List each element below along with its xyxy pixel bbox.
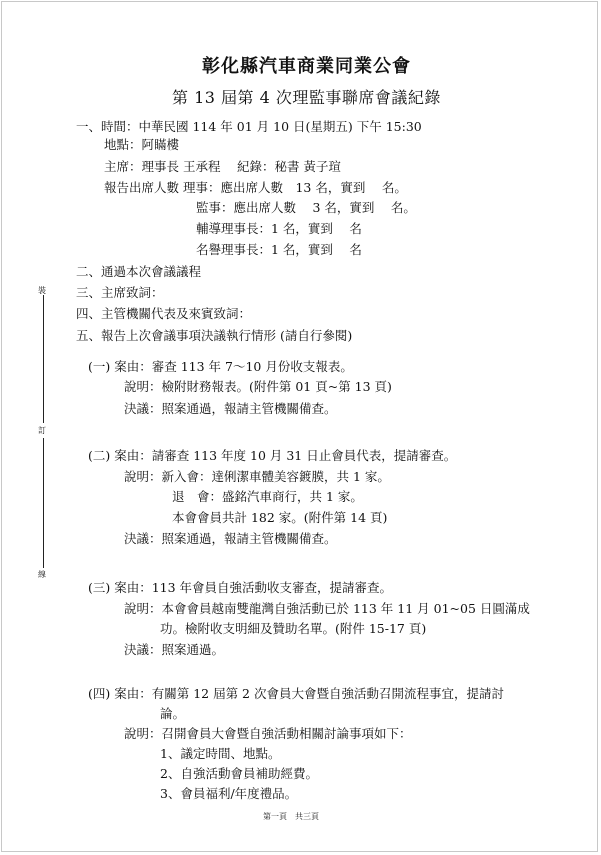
item-2-note-withdraw: 退 會：盛銘汽車商行，共 1 家。 (172, 489, 363, 504)
item-4-list-1: 1、議定時間、地點。 (160, 746, 281, 761)
attendance-advisory-chair: 輔導理事長：1 名，實到 名 (196, 221, 362, 236)
binding-char-xian: 線 (38, 570, 46, 579)
item-4-list-3: 3、會員福利/年度禮品。 (160, 786, 298, 801)
item-1-note: 說明：檢附財務報表。(附件第 01 頁~第 13 頁) (124, 379, 392, 394)
item-4-note: 說明：召開會員大會暨自強活動相關討論事項如下： (124, 726, 412, 741)
section-chair-speech: 三、主席致詞： (76, 285, 164, 300)
item-3-note-1: 說明：本會會員越南雙龍灣自強活動已於 113 年 11 月 01~05 日圓滿成 (124, 601, 530, 616)
attendance-honorary-chair: 名譽理事長：1 名，實到 名 (196, 242, 362, 257)
item-2-note-new: 說明：新入會：達俐潔車體美容鍍膜，共 1 家。 (124, 469, 390, 484)
item-4-list-2: 2、自強活動會員補助經費。 (160, 766, 318, 781)
attendance-directors: 報告出席人數 理事：應出席人數 13 名，實到 名。 (104, 180, 407, 195)
item-1-case: (一) 案由：審查 113 年 7～10 月份收支報表。 (88, 359, 353, 374)
attendance-supervisors: 監事：應出席人數 3 名，實到 名。 (196, 200, 416, 215)
item-4-case-cont: 論。 (160, 706, 186, 721)
section-place: 地點：阿瞞樓 (104, 137, 180, 152)
binding-char-zhuang: 裝 (38, 286, 46, 295)
item-3-note-2: 功。檢附收支明細及贊助名單。(附件 15-17 頁) (160, 621, 427, 636)
item-2-resolution: 決議：照案通過，報請主管機關備查。 (124, 531, 337, 546)
binding-char-ding: 訂 (38, 426, 46, 435)
item-4-case: (四) 案由：有關第 12 屆第 2 次會員大會暨自強活動召開流程事宜，提請討 (88, 686, 504, 701)
organization-title: 彰化縣汽車商業同業公會 (202, 56, 411, 77)
page-number: 第一頁 共三頁 (263, 812, 319, 821)
section-guest-speech: 四、主管機關代表及來賓致詞： (76, 306, 252, 321)
meeting-title: 第 13 屆第 4 次理監事聯席會議紀錄 (172, 88, 441, 107)
section-previous-report: 五、報告上次會議事項決議執行情形 (請自行參閱) (76, 328, 353, 343)
item-2-case: (二) 案由：請審查 113 年度 10 月 31 日止會員代表，提請審查。 (88, 448, 457, 463)
item-2-note-total: 本會會員共計 182 家。(附件第 14 頁) (172, 510, 388, 525)
binding-line-mid (43, 438, 44, 568)
section-chair: 主席：理事長 王承程 紀錄：秘書 黃子瑄 (104, 159, 341, 174)
item-3-resolution: 決議：照案通過。 (124, 642, 225, 657)
section-agenda: 二、通過本次會議議程 (76, 264, 202, 279)
item-1-resolution: 決議：照案通過，報請主管機關備查。 (124, 401, 337, 416)
item-3-case: (三) 案由：113 年會員自強活動收支審查，提請審查。 (88, 580, 393, 595)
binding-line-top (43, 295, 44, 423)
section-time: 一、時間：中華民國 114 年 01 月 10 日(星期五) 下午 15:30 (76, 119, 422, 134)
